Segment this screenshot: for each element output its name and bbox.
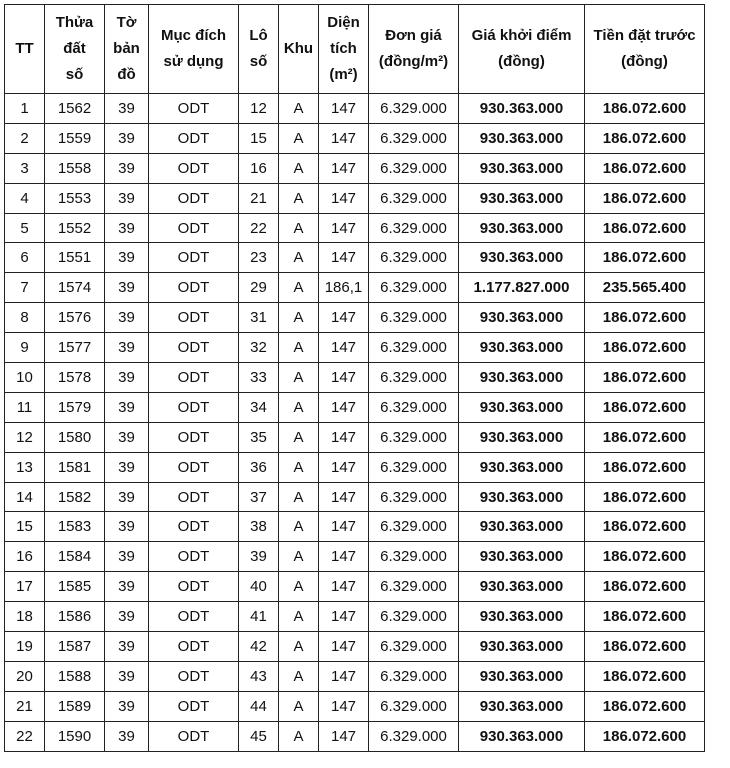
deposit-cell: 186.072.600 (585, 153, 705, 183)
row-number-cell: 22 (5, 721, 45, 751)
land-use-cell: ODT (149, 183, 239, 213)
land-use-cell: ODT (149, 661, 239, 691)
area-cell: 147 (319, 422, 369, 452)
area-cell: 147 (319, 542, 369, 572)
area-cell: 147 (319, 333, 369, 363)
deposit-cell: 186.072.600 (585, 422, 705, 452)
parcel-number-cell: 1589 (45, 691, 105, 721)
zone-cell: A (279, 542, 319, 572)
map-sheet-cell: 39 (105, 422, 149, 452)
starting-price-cell: 930.363.000 (459, 721, 585, 751)
area-cell: 147 (319, 632, 369, 662)
land-use-cell: ODT (149, 452, 239, 482)
zone-cell: A (279, 363, 319, 393)
table-row (5, 691, 705, 721)
deposit-cell: 186.072.600 (585, 691, 705, 721)
lot-number-cell: 29 (239, 273, 279, 303)
zone-cell: A (279, 632, 319, 662)
land-use-cell: ODT (149, 602, 239, 632)
starting-price-cell: 930.363.000 (459, 572, 585, 602)
starting-price-cell: 930.363.000 (459, 632, 585, 662)
table-row (5, 153, 705, 183)
starting-price-cell: 930.363.000 (459, 691, 585, 721)
land-use-cell: ODT (149, 721, 239, 751)
unit-price-cell: 6.329.000 (369, 273, 459, 303)
zone-cell: A (279, 273, 319, 303)
starting-price-cell: 930.363.000 (459, 123, 585, 153)
parcel-number-cell: 1586 (45, 602, 105, 632)
area-cell: 147 (319, 363, 369, 393)
zone-cell: A (279, 721, 319, 751)
land-use-cell: ODT (149, 482, 239, 512)
unit-price-cell: 6.329.000 (369, 721, 459, 751)
lot-number-cell: 45 (239, 721, 279, 751)
zone-cell: A (279, 661, 319, 691)
starting-price-cell: 930.363.000 (459, 661, 585, 691)
unit-price-cell: 6.329.000 (369, 363, 459, 393)
row-number-cell: 17 (5, 572, 45, 602)
parcel-number-cell: 1582 (45, 482, 105, 512)
zone-cell: A (279, 243, 319, 273)
map-sheet-cell: 39 (105, 452, 149, 482)
starting-price-cell: 930.363.000 (459, 542, 585, 572)
deposit-cell: 186.072.600 (585, 721, 705, 751)
table-row (5, 661, 705, 691)
land-use-cell: ODT (149, 153, 239, 183)
zone-cell: A (279, 333, 319, 363)
table-row (5, 572, 705, 602)
map-sheet-cell: 39 (105, 213, 149, 243)
deposit-cell: 186.072.600 (585, 123, 705, 153)
land-use-cell: ODT (149, 303, 239, 333)
starting-price-cell: 930.363.000 (459, 512, 585, 542)
lot-number-cell: 41 (239, 602, 279, 632)
starting-price-cell: 930.363.000 (459, 183, 585, 213)
zone-cell: A (279, 153, 319, 183)
area-cell: 147 (319, 392, 369, 422)
header-row (5, 5, 705, 94)
zone-cell: A (279, 303, 319, 333)
area-cell: 147 (319, 602, 369, 632)
starting-price-cell: 930.363.000 (459, 452, 585, 482)
table-row (5, 452, 705, 482)
area-cell: 147 (319, 243, 369, 273)
parcel-number-cell: 1590 (45, 721, 105, 751)
deposit-cell: 186.072.600 (585, 94, 705, 124)
land-use-cell: ODT (149, 363, 239, 393)
deposit-cell: 186.072.600 (585, 572, 705, 602)
area-cell: 147 (319, 94, 369, 124)
area-cell: 147 (319, 183, 369, 213)
lot-number-cell: 21 (239, 183, 279, 213)
unit-price-cell: 6.329.000 (369, 661, 459, 691)
map-sheet-cell: 39 (105, 183, 149, 213)
deposit-cell: 186.072.600 (585, 452, 705, 482)
deposit-cell: 186.072.600 (585, 333, 705, 363)
starting-price-cell: 930.363.000 (459, 243, 585, 273)
unit-price-cell: 6.329.000 (369, 602, 459, 632)
deposit-cell: 186.072.600 (585, 243, 705, 273)
deposit-cell: 186.072.600 (585, 392, 705, 422)
zone-cell: A (279, 602, 319, 632)
map-sheet-cell: 39 (105, 602, 149, 632)
map-sheet-cell: 39 (105, 691, 149, 721)
table-row (5, 542, 705, 572)
deposit-cell: 186.072.600 (585, 482, 705, 512)
lot-number-cell: 31 (239, 303, 279, 333)
lot-number-cell: 36 (239, 452, 279, 482)
table-row (5, 273, 705, 303)
lot-number-cell: 35 (239, 422, 279, 452)
deposit-cell: 235.565.400 (585, 273, 705, 303)
land-use-cell: ODT (149, 213, 239, 243)
header-cell: Diện tích (m²) (319, 5, 369, 94)
row-number-cell: 5 (5, 213, 45, 243)
zone-cell: A (279, 691, 319, 721)
parcel-number-cell: 1553 (45, 183, 105, 213)
unit-price-cell: 6.329.000 (369, 213, 459, 243)
row-number-cell: 10 (5, 363, 45, 393)
map-sheet-cell: 39 (105, 273, 149, 303)
starting-price-cell: 930.363.000 (459, 153, 585, 183)
deposit-cell: 186.072.600 (585, 542, 705, 572)
table-row (5, 422, 705, 452)
row-number-cell: 11 (5, 392, 45, 422)
lot-number-cell: 32 (239, 333, 279, 363)
area-cell: 147 (319, 661, 369, 691)
zone-cell: A (279, 482, 319, 512)
row-number-cell: 6 (5, 243, 45, 273)
parcel-number-cell: 1579 (45, 392, 105, 422)
unit-price-cell: 6.329.000 (369, 542, 459, 572)
row-number-cell: 16 (5, 542, 45, 572)
starting-price-cell: 930.363.000 (459, 482, 585, 512)
map-sheet-cell: 39 (105, 661, 149, 691)
row-number-cell: 15 (5, 512, 45, 542)
header-cell: TT (5, 5, 45, 94)
unit-price-cell: 6.329.000 (369, 94, 459, 124)
header-cell: Lô số (239, 5, 279, 94)
parcel-number-cell: 1588 (45, 661, 105, 691)
parcel-number-cell: 1558 (45, 153, 105, 183)
deposit-cell: 186.072.600 (585, 632, 705, 662)
lot-number-cell: 34 (239, 392, 279, 422)
row-number-cell: 4 (5, 183, 45, 213)
table-row (5, 243, 705, 273)
parcel-number-cell: 1552 (45, 213, 105, 243)
map-sheet-cell: 39 (105, 333, 149, 363)
lot-number-cell: 23 (239, 243, 279, 273)
map-sheet-cell: 39 (105, 632, 149, 662)
starting-price-cell: 930.363.000 (459, 422, 585, 452)
map-sheet-cell: 39 (105, 542, 149, 572)
table-row (5, 482, 705, 512)
zone-cell: A (279, 94, 319, 124)
row-number-cell: 1 (5, 94, 45, 124)
parcel-number-cell: 1574 (45, 273, 105, 303)
land-use-cell: ODT (149, 94, 239, 124)
lot-number-cell: 42 (239, 632, 279, 662)
starting-price-cell: 930.363.000 (459, 333, 585, 363)
unit-price-cell: 6.329.000 (369, 392, 459, 422)
map-sheet-cell: 39 (105, 303, 149, 333)
parcel-number-cell: 1576 (45, 303, 105, 333)
row-number-cell: 13 (5, 452, 45, 482)
map-sheet-cell: 39 (105, 94, 149, 124)
deposit-cell: 186.072.600 (585, 303, 705, 333)
unit-price-cell: 6.329.000 (369, 303, 459, 333)
unit-price-cell: 6.329.000 (369, 333, 459, 363)
table-row (5, 333, 705, 363)
unit-price-cell: 6.329.000 (369, 153, 459, 183)
map-sheet-cell: 39 (105, 153, 149, 183)
zone-cell: A (279, 213, 319, 243)
area-cell: 147 (319, 721, 369, 751)
unit-price-cell: 6.329.000 (369, 512, 459, 542)
table-row (5, 721, 705, 751)
map-sheet-cell: 39 (105, 721, 149, 751)
zone-cell: A (279, 392, 319, 422)
lot-number-cell: 44 (239, 691, 279, 721)
parcel-number-cell: 1580 (45, 422, 105, 452)
table-row (5, 392, 705, 422)
zone-cell: A (279, 123, 319, 153)
header-cell: Tiền đặt trước (đồng) (585, 5, 705, 94)
land-use-cell: ODT (149, 273, 239, 303)
area-cell: 147 (319, 123, 369, 153)
map-sheet-cell: 39 (105, 243, 149, 273)
header-cell: Tờ bản đồ (105, 5, 149, 94)
row-number-cell: 3 (5, 153, 45, 183)
zone-cell: A (279, 572, 319, 602)
deposit-cell: 186.072.600 (585, 512, 705, 542)
land-use-cell: ODT (149, 392, 239, 422)
starting-price-cell: 930.363.000 (459, 602, 585, 632)
table-row (5, 303, 705, 333)
header-cell: Mục đích sử dụng (149, 5, 239, 94)
map-sheet-cell: 39 (105, 363, 149, 393)
land-use-cell: ODT (149, 333, 239, 363)
lot-number-cell: 15 (239, 123, 279, 153)
parcel-number-cell: 1559 (45, 123, 105, 153)
table-row (5, 123, 705, 153)
lot-number-cell: 39 (239, 542, 279, 572)
unit-price-cell: 6.329.000 (369, 452, 459, 482)
header-cell: Khu (279, 5, 319, 94)
unit-price-cell: 6.329.000 (369, 243, 459, 273)
parcel-number-cell: 1583 (45, 512, 105, 542)
deposit-cell: 186.072.600 (585, 602, 705, 632)
starting-price-cell: 930.363.000 (459, 303, 585, 333)
table-row (5, 213, 705, 243)
unit-price-cell: 6.329.000 (369, 691, 459, 721)
lot-number-cell: 16 (239, 153, 279, 183)
zone-cell: A (279, 512, 319, 542)
table-row (5, 363, 705, 393)
starting-price-cell: 930.363.000 (459, 94, 585, 124)
land-use-cell: ODT (149, 542, 239, 572)
row-number-cell: 21 (5, 691, 45, 721)
unit-price-cell: 6.329.000 (369, 482, 459, 512)
table-body (5, 94, 705, 752)
row-number-cell: 2 (5, 123, 45, 153)
parcel-number-cell: 1578 (45, 363, 105, 393)
unit-price-cell: 6.329.000 (369, 183, 459, 213)
land-use-cell: ODT (149, 572, 239, 602)
zone-cell: A (279, 183, 319, 213)
area-cell: 147 (319, 691, 369, 721)
row-number-cell: 7 (5, 273, 45, 303)
land-use-cell: ODT (149, 691, 239, 721)
row-number-cell: 14 (5, 482, 45, 512)
table-row (5, 512, 705, 542)
row-number-cell: 9 (5, 333, 45, 363)
row-number-cell: 12 (5, 422, 45, 452)
deposit-cell: 186.072.600 (585, 213, 705, 243)
area-cell: 147 (319, 153, 369, 183)
starting-price-cell: 1.177.827.000 (459, 273, 585, 303)
lot-number-cell: 40 (239, 572, 279, 602)
map-sheet-cell: 39 (105, 572, 149, 602)
parcel-number-cell: 1581 (45, 452, 105, 482)
row-number-cell: 19 (5, 632, 45, 662)
area-cell: 147 (319, 512, 369, 542)
lot-number-cell: 38 (239, 512, 279, 542)
unit-price-cell: 6.329.000 (369, 123, 459, 153)
land-use-cell: ODT (149, 632, 239, 662)
parcel-number-cell: 1551 (45, 243, 105, 273)
table-row (5, 183, 705, 213)
map-sheet-cell: 39 (105, 123, 149, 153)
unit-price-cell: 6.329.000 (369, 572, 459, 602)
table-row (5, 632, 705, 662)
deposit-cell: 186.072.600 (585, 183, 705, 213)
parcel-number-cell: 1585 (45, 572, 105, 602)
unit-price-cell: 6.329.000 (369, 422, 459, 452)
lot-number-cell: 33 (239, 363, 279, 393)
starting-price-cell: 930.363.000 (459, 392, 585, 422)
area-cell: 147 (319, 482, 369, 512)
lot-number-cell: 22 (239, 213, 279, 243)
table-row (5, 602, 705, 632)
parcel-number-cell: 1584 (45, 542, 105, 572)
starting-price-cell: 930.363.000 (459, 213, 585, 243)
parcel-number-cell: 1577 (45, 333, 105, 363)
zone-cell: A (279, 452, 319, 482)
lot-number-cell: 12 (239, 94, 279, 124)
area-cell: 147 (319, 452, 369, 482)
unit-price-cell: 6.329.000 (369, 632, 459, 662)
land-use-cell: ODT (149, 123, 239, 153)
land-use-cell: ODT (149, 422, 239, 452)
area-cell: 147 (319, 303, 369, 333)
row-number-cell: 18 (5, 602, 45, 632)
row-number-cell: 20 (5, 661, 45, 691)
starting-price-cell: 930.363.000 (459, 363, 585, 393)
lot-number-cell: 37 (239, 482, 279, 512)
land-use-cell: ODT (149, 243, 239, 273)
auction-land-table (4, 4, 705, 752)
lot-number-cell: 43 (239, 661, 279, 691)
table-row (5, 94, 705, 124)
map-sheet-cell: 39 (105, 512, 149, 542)
header-cell: Đơn giá (đồng/m²) (369, 5, 459, 94)
parcel-number-cell: 1587 (45, 632, 105, 662)
header-cell: Thửa đất số (45, 5, 105, 94)
map-sheet-cell: 39 (105, 482, 149, 512)
header-cell: Giá khởi điểm (đồng) (459, 5, 585, 94)
area-cell: 147 (319, 572, 369, 602)
parcel-number-cell: 1562 (45, 94, 105, 124)
map-sheet-cell: 39 (105, 392, 149, 422)
area-cell: 147 (319, 213, 369, 243)
land-use-cell: ODT (149, 512, 239, 542)
zone-cell: A (279, 422, 319, 452)
area-cell: 186,1 (319, 273, 369, 303)
deposit-cell: 186.072.600 (585, 363, 705, 393)
deposit-cell: 186.072.600 (585, 661, 705, 691)
row-number-cell: 8 (5, 303, 45, 333)
